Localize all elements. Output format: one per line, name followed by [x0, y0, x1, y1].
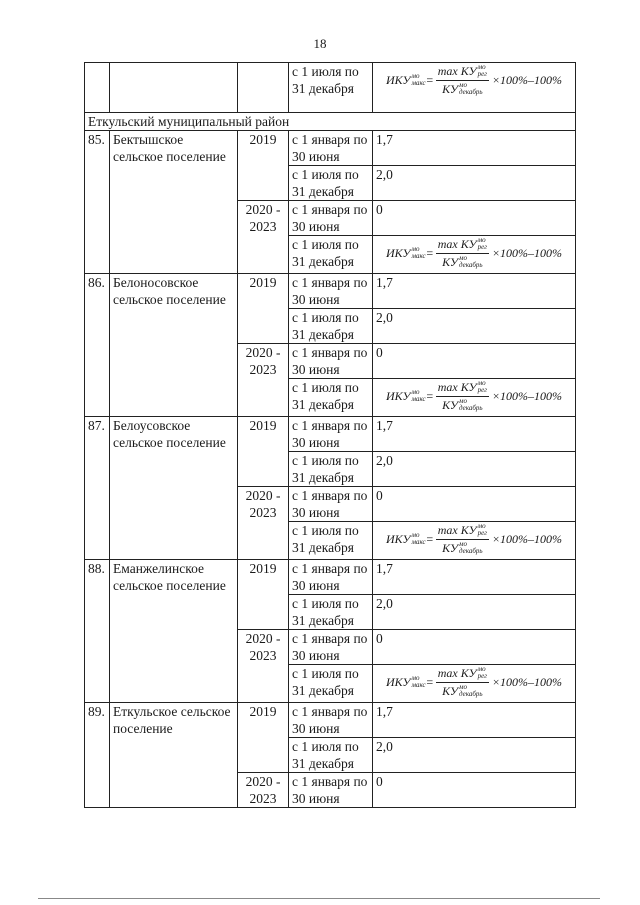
year-cell: 2020 - 2023 — [238, 201, 289, 274]
period-cell: с 1 января по 30 июня — [289, 703, 373, 738]
year-cell: 2019 — [238, 703, 289, 773]
formula-cell — [373, 63, 576, 113]
value-cell: 1,7 — [373, 274, 576, 309]
period-cell: с 1 июля по 31 декабря — [289, 236, 373, 274]
number-cell — [85, 63, 110, 113]
bottom-rule — [38, 898, 600, 899]
year-cell — [238, 63, 289, 113]
tariff-table — [84, 62, 576, 808]
settlement-name: Еткульское сельское поселение — [110, 703, 238, 808]
period-cell: с 1 июля по 31 декабря — [289, 379, 373, 417]
district-name: Еткульский муниципальный район — [85, 113, 576, 131]
value-cell: 1,7 — [373, 703, 576, 738]
period-cell: с 1 июля по 31 декабря — [289, 309, 373, 344]
value-cell: 0 — [373, 630, 576, 665]
value-cell: 1,7 — [373, 417, 576, 452]
formula-cell — [373, 236, 576, 274]
year-cell: 2020 - 2023 — [238, 773, 289, 808]
period-cell: с 1 июля по 31 декабря — [289, 63, 373, 113]
period-cell: с 1 июля по 31 декабря — [289, 166, 373, 201]
settlement-name: Бектышское сельское поселение — [110, 131, 238, 274]
year-cell: 2020 - 2023 — [238, 630, 289, 703]
entry-number: 85. — [85, 131, 110, 274]
period-cell: с 1 января по 30 июня — [289, 131, 373, 166]
formula-cell — [373, 665, 576, 703]
index-formula: ИКУ мо макс = max КУ мо рег КУ мо декабрь ×100%–100% — [385, 379, 563, 412]
period-cell: с 1 января по 30 июня — [289, 274, 373, 309]
value-cell: 1,7 — [373, 131, 576, 166]
entry-number: 88. — [85, 560, 110, 703]
continuation-row — [85, 63, 576, 113]
page-number: 18 — [313, 36, 327, 51]
table-row — [85, 274, 576, 309]
value-cell: 2,0 — [373, 738, 576, 773]
value-cell: 2,0 — [373, 595, 576, 630]
index-formula: ИКУ мо макс = max КУ мо рег КУ мо декабрь ×100%–100% — [385, 63, 563, 96]
value-cell: 0 — [373, 344, 576, 379]
settlement-name: Белоносовское сельское поселение — [110, 274, 238, 417]
settlement-name: Белоусовское сельское поселение — [110, 417, 238, 560]
year-cell: 2020 - 2023 — [238, 487, 289, 560]
name-cell — [110, 63, 238, 113]
year-cell: 2019 — [238, 560, 289, 630]
entry-number: 86. — [85, 274, 110, 417]
table-row — [85, 560, 576, 595]
year-cell: 2019 — [238, 274, 289, 344]
period-cell: с 1 июля по 31 декабря — [289, 595, 373, 630]
value-cell: 2,0 — [373, 166, 576, 201]
value-cell: 1,7 — [373, 560, 576, 595]
value-cell: 0 — [373, 487, 576, 522]
table-row — [85, 417, 576, 452]
period-cell: с 1 июля по 31 декабря — [289, 452, 373, 487]
index-formula: ИКУ мо макс = max КУ мо рег КУ мо декабрь ×100%–100% — [385, 665, 563, 698]
value-cell: 0 — [373, 773, 576, 808]
year-cell: 2020 - 2023 — [238, 344, 289, 417]
value-cell: 2,0 — [373, 309, 576, 344]
table-row — [85, 703, 576, 738]
period-cell: с 1 января по 30 июня — [289, 417, 373, 452]
formula-cell — [373, 522, 576, 560]
formula-cell — [373, 379, 576, 417]
year-cell: 2019 — [238, 131, 289, 201]
period-cell: с 1 января по 30 июня — [289, 560, 373, 595]
settlement-name: Еманжелинское сельское поселение — [110, 560, 238, 703]
value-cell: 0 — [373, 201, 576, 236]
period-cell: с 1 января по 30 июня — [289, 773, 373, 808]
index-formula: ИКУ мо макс = max КУ мо рег КУ мо декабрь ×100%–100% — [385, 522, 563, 555]
period-cell: с 1 января по 30 июня — [289, 487, 373, 522]
entry-number: 89. — [85, 703, 110, 808]
value-cell: 2,0 — [373, 452, 576, 487]
period-cell: с 1 июля по 31 декабря — [289, 665, 373, 703]
index-formula: ИКУ мо макс = max КУ мо рег КУ мо декабрь ×100%–100% — [385, 236, 563, 269]
table-row — [85, 131, 576, 166]
entry-number: 87. — [85, 417, 110, 560]
district-row — [85, 113, 576, 131]
period-cell: с 1 июля по 31 декабря — [289, 522, 373, 560]
year-cell: 2019 — [238, 417, 289, 487]
period-cell: с 1 января по 30 июня — [289, 201, 373, 236]
period-cell: с 1 июля по 31 декабря — [289, 738, 373, 773]
period-cell: с 1 января по 30 июня — [289, 630, 373, 665]
period-cell: с 1 января по 30 июня — [289, 344, 373, 379]
